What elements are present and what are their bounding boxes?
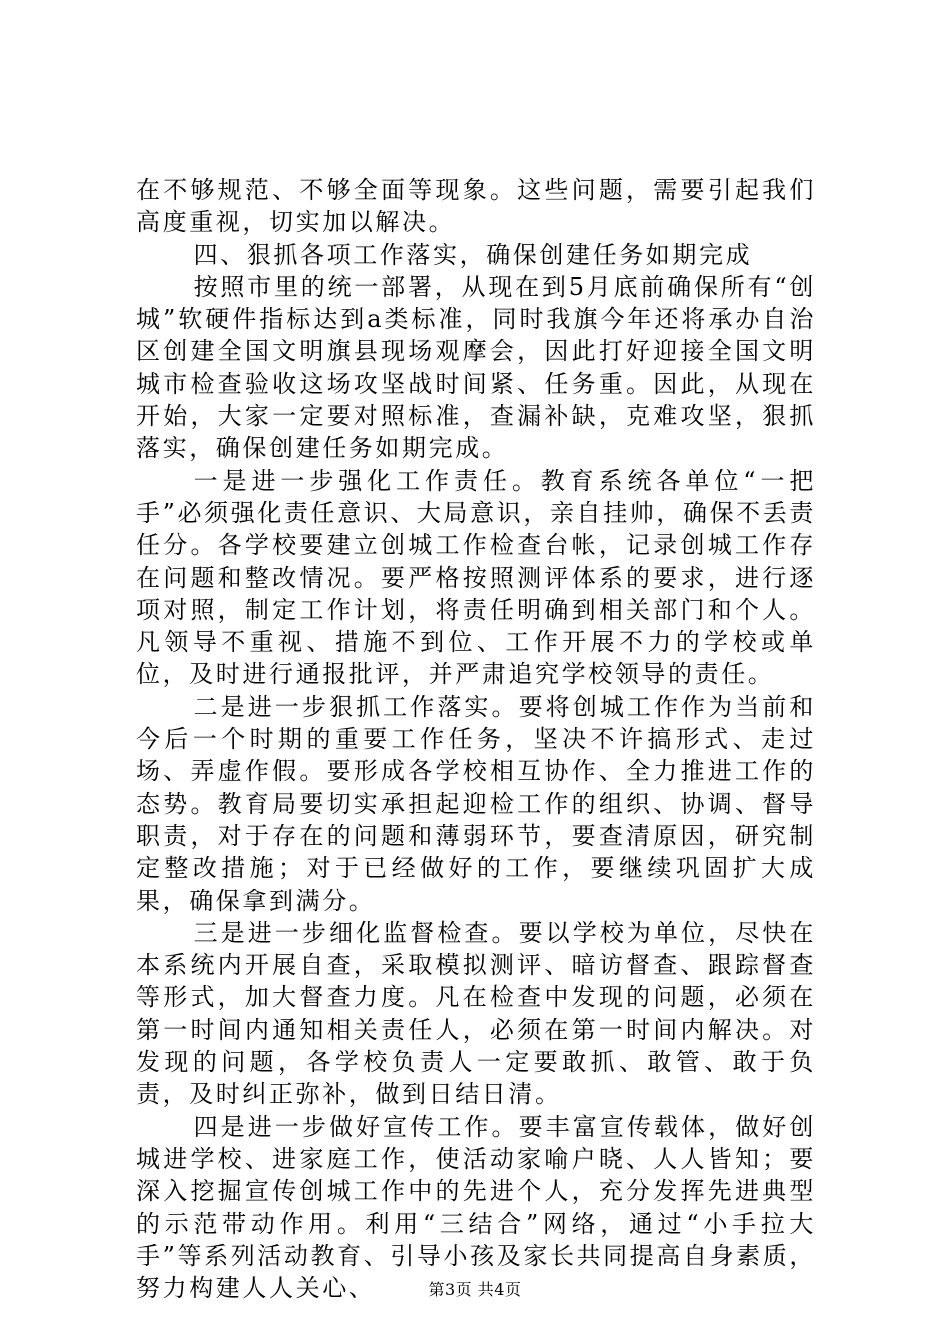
- page-footer: 第3页 共4页: [428, 1280, 522, 1299]
- paragraph-continued: 在不够规范、不够全面等现象。这些问题，需要引起我们高度重视，切实加以解决。: [136, 176, 816, 237]
- paragraph-point-one: 一是进一步强化工作责任。教育系统各单位“一把手”必须强化责任意识、大局意识，亲自挂帅，确保不丢责任分。各学校要建立创城工作检查台帐，记录创城工作存在问题和整改情况。要严格按照测评体系的要求，进行逐项对照，制定工作计划，将责任明确到相关部门和个人。凡领导不重视、措施不到位、工作开展不力的学校或单位，及时进行通报批评，并严肃追究学校领导的责任。: [136, 466, 816, 689]
- paragraph-point-two: 二是进一步狠抓工作落实。要将创城工作作为当前和今后一个时期的重要工作任务，坚决不许搞形式、走过场、弄虚作假。要形成各学校相互协作、全力推进工作的态势。教育局要切实承担起迎检工作的组织、协调、督导职责，对于存在的问题和薄弱环节，要查清原因，研究制定整改措施；对于已经做好的工作，要继续巩固扩大成果，确保拿到满分。: [136, 692, 816, 915]
- paragraph-intro: 按照市里的统一部署，从现在到5月底前确保所有“创城”软硬件指标达到a类标准，同时我旗今年还将承办自治区创建全国文明旗县现场观摩会，因此打好迎接全国文明城市检查验收这场攻坚战时间紧、任务重。因此，从现在开始，大家一定要对照标准，查漏补缺，克难攻坚，狠抓落实，确保创建任务如期完成。: [136, 272, 816, 463]
- paragraph-point-four: 四是进一步做好宣传工作。要丰富宣传载体，做好创城进学校、进家庭工作，使活动家喻户晓、人人皆知；要深入挖掘宣传创城工作中的先进个人，充分发挥先进典型的示范带动作用。利用“三结合”网络，通过“小手拉大手”等系列活动教育、引导小孩及家长共同提高自身素质，努力构建人人关心、: [136, 1112, 816, 1303]
- document-body: [136, 174, 816, 1304]
- paragraph-point-three: 三是进一步细化监督检查。要以学校为单位，尽快在本系统内开展自查，采取模拟测评、暗访督查、跟踪督查等形式，加大督查力度。凡在检查中发现的问题，必须在第一时间内通知相关责任人，必须在第一时间内解决。对发现的问题，各学校负责人一定要敢抓、敢管、敢于负责，及时纠正弥补，做到日结日清。: [136, 918, 816, 1109]
- section-heading: 四、狠抓各项工作落实，确保创建任务如期完成: [193, 240, 753, 269]
